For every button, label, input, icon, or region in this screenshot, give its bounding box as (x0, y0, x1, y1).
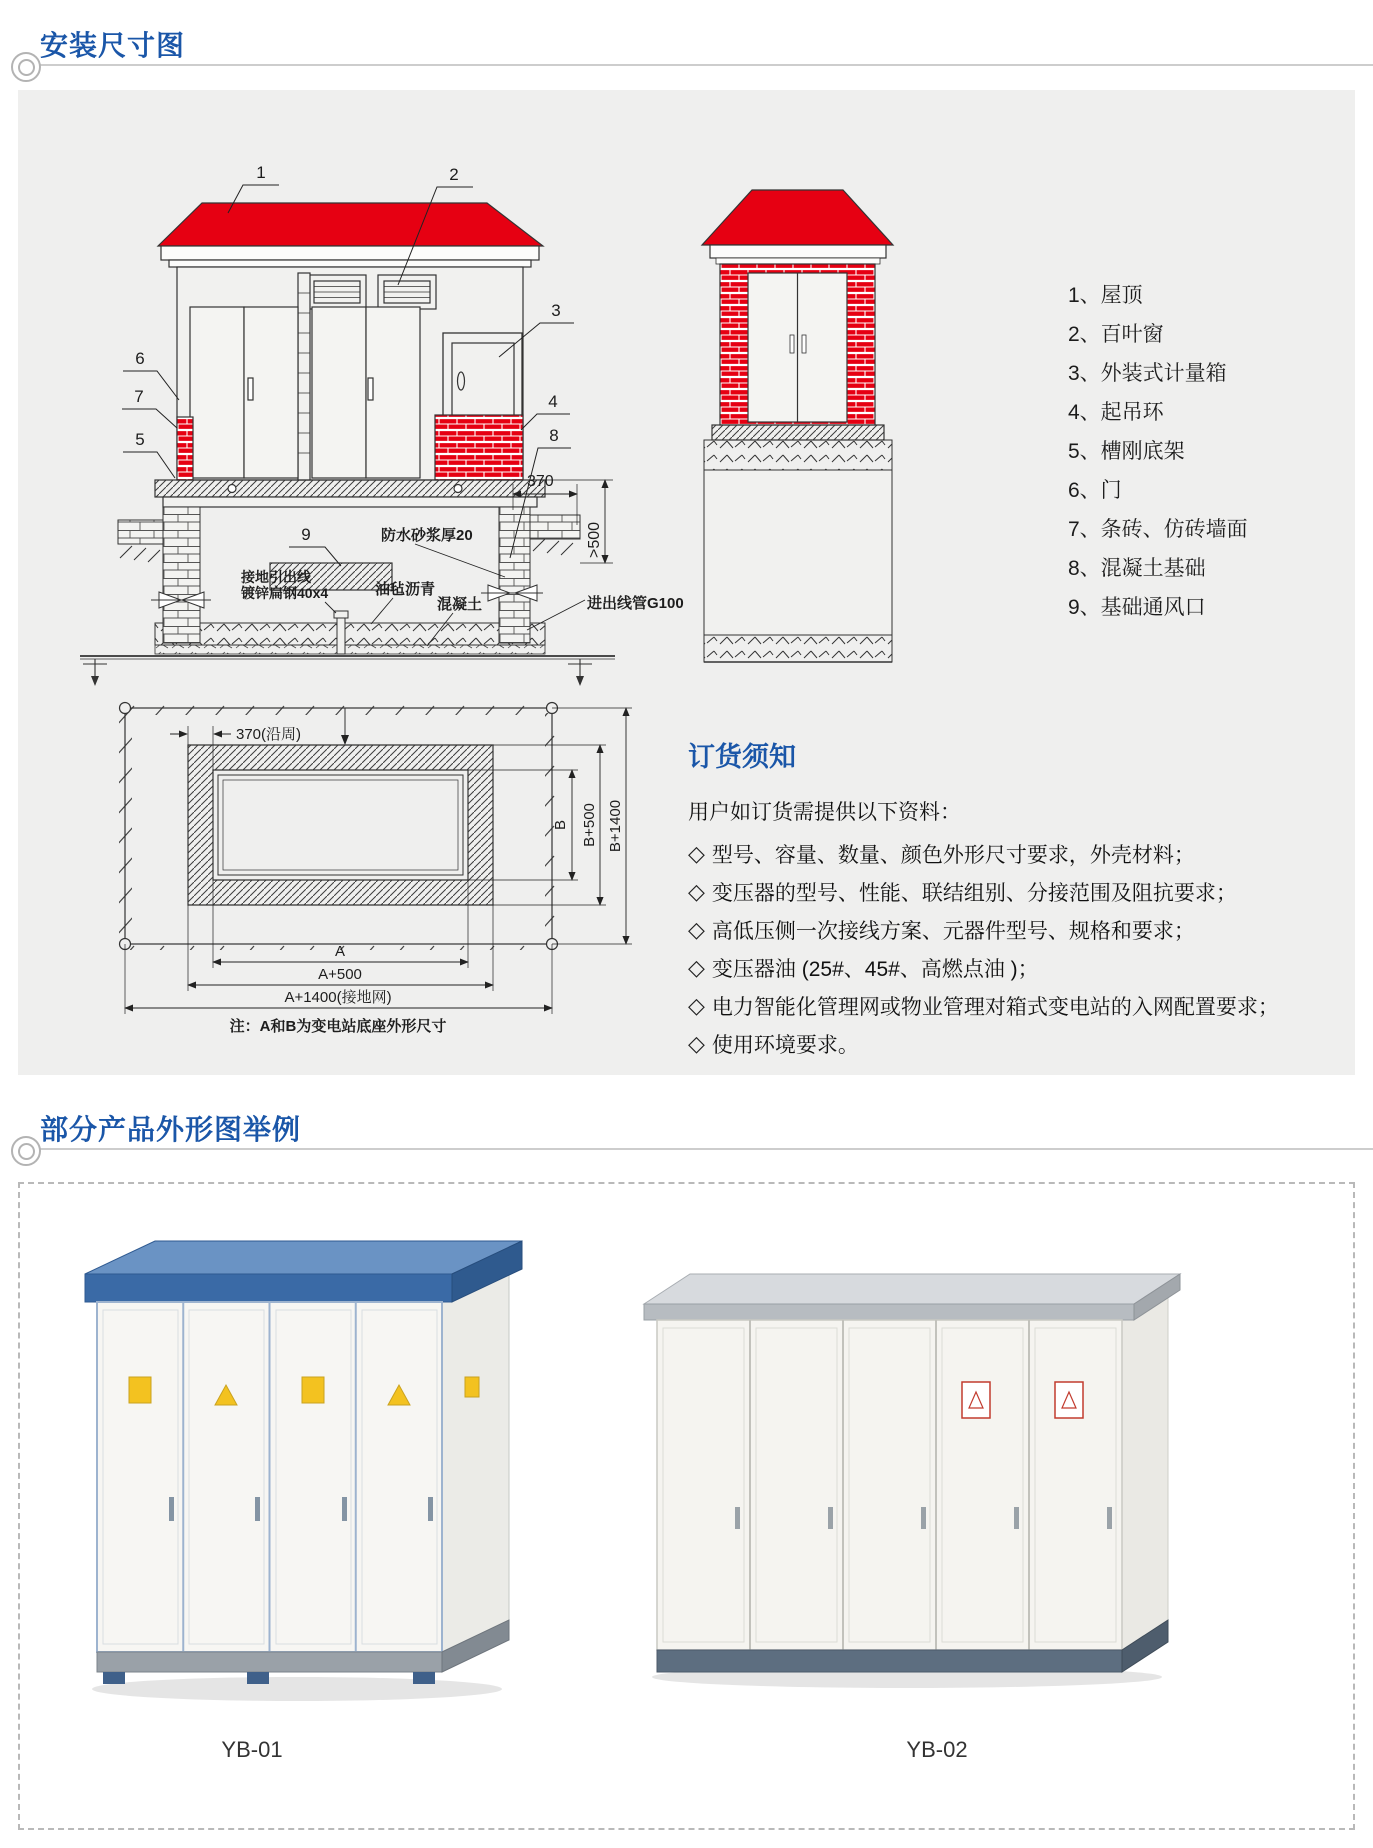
building-structure (155, 203, 545, 507)
installation-diagram-panel (18, 90, 1355, 1075)
dim-370-label: 370 (527, 473, 554, 490)
legend-item-5: 5、槽刚底架 (1068, 440, 1185, 463)
roof-fascia (644, 1304, 1134, 1320)
cabinet-base (97, 1652, 442, 1672)
conduit-label: 进出线管G100 (587, 595, 684, 612)
warning-plate (1055, 1382, 1083, 1418)
dim-min500-label: >500 (586, 521, 603, 558)
plan-dim-a500: A+500 (318, 966, 362, 983)
ordering-item-text: 电力智能化管理网或物业管理对箱式变电站的入网配置要求； (711, 996, 1279, 1019)
side-foundation-block (704, 470, 892, 635)
door-handle (428, 1497, 433, 1521)
ordering-item-text: 变压器油 (25#、45#、高燃点油 )； (711, 958, 1039, 981)
shadow (92, 1677, 502, 1701)
legend-item-2: 2、百叶窗 (1068, 323, 1164, 346)
plan-dim-b: B (552, 819, 569, 831)
warning-sticker (129, 1377, 151, 1403)
felt-layer (155, 623, 545, 645)
legend-item-7: 7、条砖、仿砖墙面 (1068, 518, 1248, 541)
diamond-bullet-icon: ◇ (688, 917, 705, 942)
section-divider (40, 64, 1373, 66)
callout-7: 7 (134, 387, 144, 406)
roof-shape (158, 203, 543, 246)
plan-dim-b1400: B+1400 (607, 799, 624, 853)
side-channel-base (712, 425, 884, 440)
door-handle (828, 1507, 833, 1529)
ordering-item (688, 949, 1279, 987)
door-handle (1107, 1507, 1112, 1529)
cabinet-front (657, 1320, 1122, 1650)
door-handle (169, 1497, 174, 1521)
legend-list (1068, 276, 1248, 627)
product-label-yb02: YB-02 (906, 1737, 968, 1762)
side-elevation-drawing (690, 185, 905, 665)
ordering-item (688, 1025, 1279, 1063)
ring-icon-2 (11, 1136, 41, 1166)
ordering-item-text: 型号、容量、数量、颜色外形尺寸要求，外壳材料； (711, 844, 1195, 867)
plan-view-drawing (110, 700, 650, 1040)
warning-sticker (302, 1377, 324, 1403)
earth-rod (337, 617, 345, 654)
diamond-bullet-icon: ◇ (688, 879, 705, 904)
plan-dim-370: 370(沿周) (236, 726, 302, 743)
ordering-item (688, 873, 1279, 911)
door-handle (255, 1497, 260, 1521)
foundation-ring (188, 745, 493, 905)
ordering-item-text: 使用环境要求。 (711, 1034, 859, 1057)
callout-4: 4 (548, 392, 558, 411)
product-label-yb01: YB-01 (221, 1737, 283, 1762)
product-photo-yb01 (77, 1227, 527, 1707)
mortar-label: 防水砂浆厚20 (381, 527, 473, 544)
ordering-item-text: 高低压侧一次接线方案、元器件型号、规格和要求； (711, 920, 1195, 943)
ordering-item (688, 911, 1279, 949)
hinge-post (298, 273, 310, 480)
callout-1: 1 (256, 163, 266, 182)
felt-label: 油毡沥青 (375, 581, 436, 598)
channel-base (155, 480, 545, 497)
legend-item-4: 4、起吊环 (1068, 401, 1164, 424)
legend-item-8: 8、混凝土基础 (1068, 557, 1206, 580)
callout-9: 9 (301, 525, 311, 544)
plan-dim-a: A (334, 943, 346, 960)
ordering-intro: 用户如订货需提供以下资料： (688, 801, 961, 824)
callout-5: 5 (135, 430, 145, 449)
product-examples-panel (18, 1182, 1355, 1830)
section-divider-2 (40, 1148, 1373, 1150)
ordering-title: 订货须知 (688, 742, 796, 772)
door-handle (921, 1507, 926, 1529)
legend-item-9: 9、基础通风口 (1068, 596, 1206, 619)
roof-top (644, 1274, 1180, 1304)
ordering-item (688, 987, 1279, 1025)
ordering-item (688, 835, 1279, 873)
cabinet-side (1122, 1290, 1168, 1650)
callout-2: 2 (449, 165, 459, 184)
section-title-products: 部分产品外形图举例 (40, 1114, 302, 1145)
concrete-layer (155, 645, 545, 654)
pier-right (499, 507, 530, 643)
door-handle (1014, 1507, 1019, 1529)
side-roof-shape (702, 190, 893, 245)
ordering-list (688, 835, 1279, 1063)
legend-item-3: 3、外装式计量箱 (1068, 362, 1227, 385)
cabinet-side (442, 1272, 509, 1652)
roof-fascia (85, 1274, 452, 1302)
legend-item-1: 1、屋顶 (1068, 284, 1143, 307)
door-handle (342, 1497, 347, 1521)
section-title-install: 安装尺寸图 (40, 30, 186, 61)
ground-line-label-2: 镀锌扁钢40x4 (241, 585, 329, 601)
brick-skirt-right (435, 415, 523, 480)
concrete-label: 混凝土 (437, 596, 483, 613)
brick-skirt-left (177, 417, 193, 480)
plan-dim-a1400: A+1400(接地网) (284, 989, 392, 1006)
diamond-bullet-icon: ◇ (688, 955, 705, 980)
callout-8: 8 (549, 426, 559, 445)
roof-top (85, 1241, 522, 1274)
warning-plate (962, 1382, 990, 1418)
plan-note: 注：A和B为变电站底座外形尺寸 (229, 1018, 447, 1035)
plan-dim-b500: B+500 (581, 803, 598, 847)
ordering-item-text: 变压器的型号、性能、联结组别、分接范围及阻抗要求； (711, 882, 1237, 905)
door-handle (735, 1507, 740, 1529)
front-elevation-drawing (75, 130, 695, 750)
callout-6: 6 (135, 349, 145, 368)
legend-item-6: 6、门 (1068, 479, 1122, 502)
pier-left (163, 507, 200, 643)
cabinet-base (657, 1650, 1122, 1672)
ground-line-label-1: 接地引出线 (241, 569, 311, 585)
diamond-bullet-icon: ◇ (688, 1031, 705, 1056)
diamond-bullet-icon: ◇ (688, 841, 705, 866)
ring-icon (11, 52, 41, 82)
foundation (80, 507, 615, 686)
product-photo-yb02 (632, 1252, 1192, 1692)
diamond-bullet-icon: ◇ (688, 993, 705, 1018)
callout-3: 3 (551, 301, 561, 320)
